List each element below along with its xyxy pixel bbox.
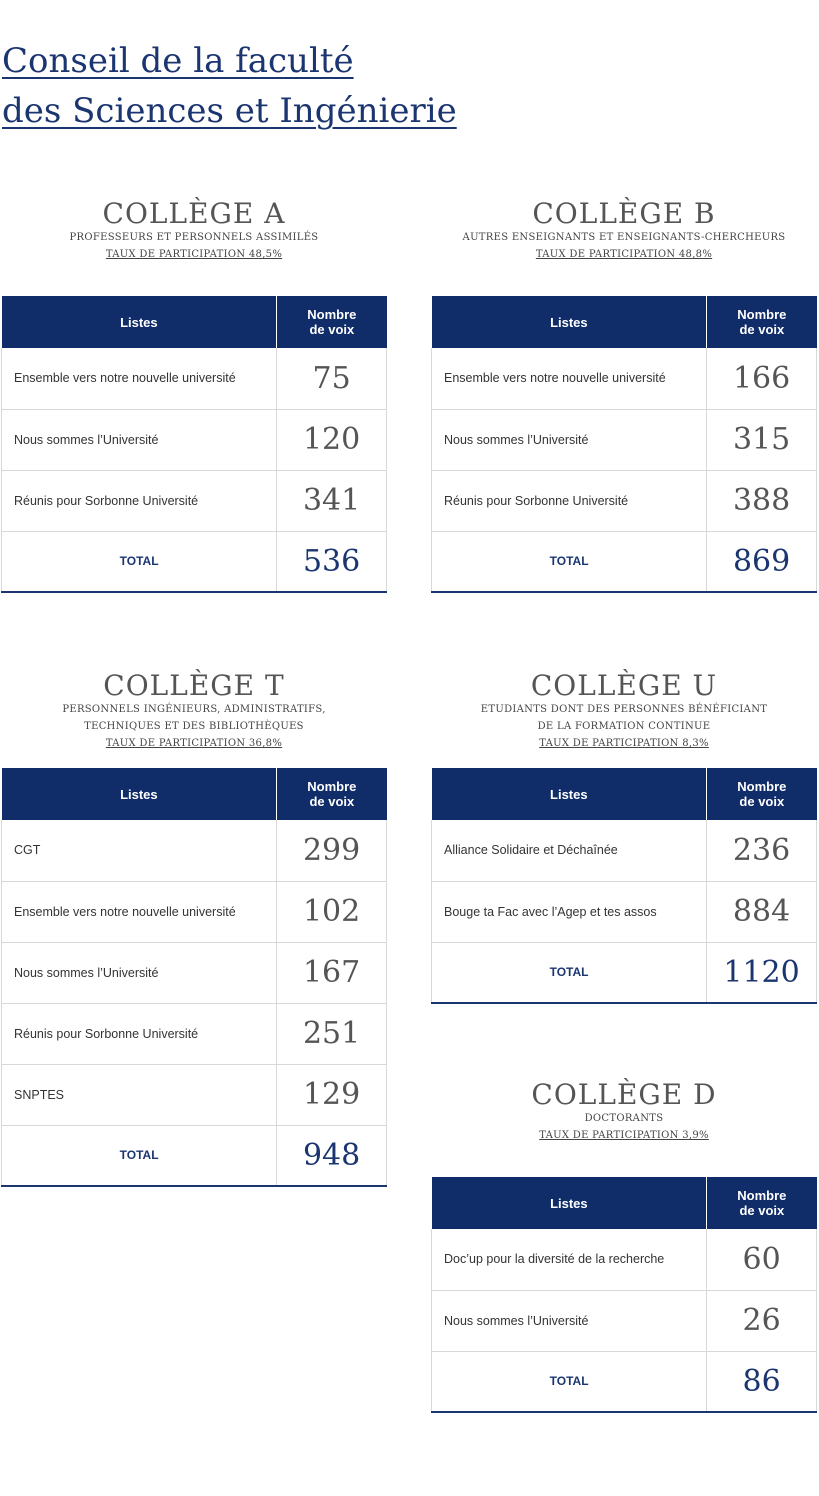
list-name: Nous sommes l’Université [432,409,707,470]
college-t-participation: TAUX DE PARTICIPATION 36,8% [105,738,283,749]
total-label: TOTAL [432,531,707,592]
vote-count: 26 [707,1290,817,1351]
vote-count: 129 [277,1064,387,1125]
list-name: Bouge ta Fac avec l’Agep et tes assos [432,881,707,942]
table-row [2,470,387,531]
header-list: Listes [432,296,707,348]
college-d-name: COLLÈGE D [531,1078,717,1111]
vote-count: 75 [277,348,387,409]
college-u-results-table [431,768,817,1004]
table-row [2,1064,387,1125]
page-title-line-1: Conseil de la faculté [2,41,354,81]
college-d [431,1078,817,1399]
vote-count: 102 [277,881,387,942]
header-list: Listes [432,1177,707,1229]
table-header-row [432,1177,817,1229]
college-u-name: COLLÈGE U [530,669,718,702]
list-name: Ensemble vers notre nouvelle université [2,348,277,409]
table-row [2,942,387,1003]
total-value: 536 [277,531,387,592]
list-name: Réunis pour Sorbonne Université [2,1003,277,1064]
total-row [2,1125,387,1186]
table-header-row [2,768,387,820]
total-row [432,1351,817,1412]
header-votes: Nombre de voix [707,296,817,348]
college-u-header [431,671,817,752]
college-u [431,669,817,990]
college-u-subtitle-1: ETUDIANTS DONT DES PERSONNES BÉNÉFICIANT [480,704,768,715]
header-votes: Nombre de voix [277,296,387,348]
college-d-participation: TAUX DE PARTICIPATION 3,9% [539,1130,709,1141]
header-votes: Nombre de voix [707,768,817,820]
table-row [432,1290,817,1351]
college-a-subtitle: PROFESSEURS ET PERSONNELS ASSIMILÉS [69,232,319,243]
total-value: 948 [277,1125,387,1186]
list-name: Nous sommes l’Université [432,1290,707,1351]
college-d-header [431,1080,817,1144]
college-d-results-table [431,1177,817,1413]
vote-count: 167 [277,942,387,1003]
college-t-results-table [1,768,387,1187]
table-row [2,1003,387,1064]
college-b [431,197,817,579]
list-name: CGT [2,820,277,881]
table-row [2,409,387,470]
list-name: Doc’up pour la diversité de la recherche [432,1229,707,1290]
header-list: Listes [432,768,707,820]
total-label: TOTAL [2,531,277,592]
total-label: TOTAL [432,942,707,1003]
header-votes: Nombre de voix [277,768,387,820]
table-row [2,881,387,942]
college-b-header [431,199,817,263]
college-u-subtitle-2: DE LA FORMATION CONTINUE [537,721,711,732]
table-row [2,348,387,409]
table-header-row [2,296,387,348]
college-b-participation: TAUX DE PARTICIPATION 48,8% [535,249,713,260]
table-row [432,470,817,531]
list-name: SNPTES [2,1064,277,1125]
college-b-results-table [431,296,817,593]
total-value: 869 [707,531,817,592]
college-d-subtitle: DOCTORANTS [584,1113,664,1124]
table-row [432,348,817,409]
vote-count: 388 [707,470,817,531]
college-t-name: COLLÈGE T [103,669,285,702]
table-header-row [432,768,817,820]
vote-count: 120 [277,409,387,470]
college-t-header [1,671,387,752]
college-u-participation: TAUX DE PARTICIPATION 8,3% [539,738,709,749]
header-votes: Nombre de voix [707,1177,817,1229]
college-b-subtitle: AUTRES ENSEIGNANTS ET ENSEIGNANTS-CHERCHEURS [462,232,786,243]
header-list: Listes [2,296,277,348]
table-row [2,820,387,881]
college-a-results-table [1,296,387,593]
college-a-participation: TAUX DE PARTICIPATION 48,5% [105,249,283,260]
college-a-header [1,199,387,263]
header-list: Listes [2,768,277,820]
vote-count: 315 [707,409,817,470]
total-label: TOTAL [2,1125,277,1186]
vote-count: 341 [277,470,387,531]
list-name: Alliance Solidaire et Déchaînée [432,820,707,881]
college-b-name: COLLÈGE B [532,197,716,230]
page-title-line-2: des Sciences et Ingénierie [2,91,457,131]
list-name: Nous sommes l’Université [2,942,277,1003]
vote-count: 251 [277,1003,387,1064]
college-t-subtitle-1: PERSONNELS INGÉNIEURS, ADMINISTRATIFS, [62,704,326,715]
total-row [2,531,387,592]
list-name: Ensemble vers notre nouvelle université [432,348,707,409]
list-name: Ensemble vers notre nouvelle université [2,881,277,942]
table-header-row [432,296,817,348]
list-name: Réunis pour Sorbonne Université [432,470,707,531]
total-label: TOTAL [432,1351,707,1412]
table-row [432,881,817,942]
table-row [432,820,817,881]
list-name: Nous sommes l’Université [2,409,277,470]
college-a [1,197,387,579]
page-title [2,36,457,136]
vote-count: 884 [707,881,817,942]
total-value: 86 [707,1351,817,1412]
college-t-subtitle-2: TECHNIQUES ET DES BIBLIOTHÈQUES [84,721,304,732]
college-t [1,669,387,1173]
table-row [432,1229,817,1290]
vote-count: 166 [707,348,817,409]
vote-count: 60 [707,1229,817,1290]
vote-count: 236 [707,820,817,881]
table-row [432,409,817,470]
college-a-name: COLLÈGE A [102,197,286,230]
total-row [432,942,817,1003]
list-name: Réunis pour Sorbonne Université [2,470,277,531]
total-row [432,531,817,592]
vote-count: 299 [277,820,387,881]
total-value: 1120 [707,942,817,1003]
